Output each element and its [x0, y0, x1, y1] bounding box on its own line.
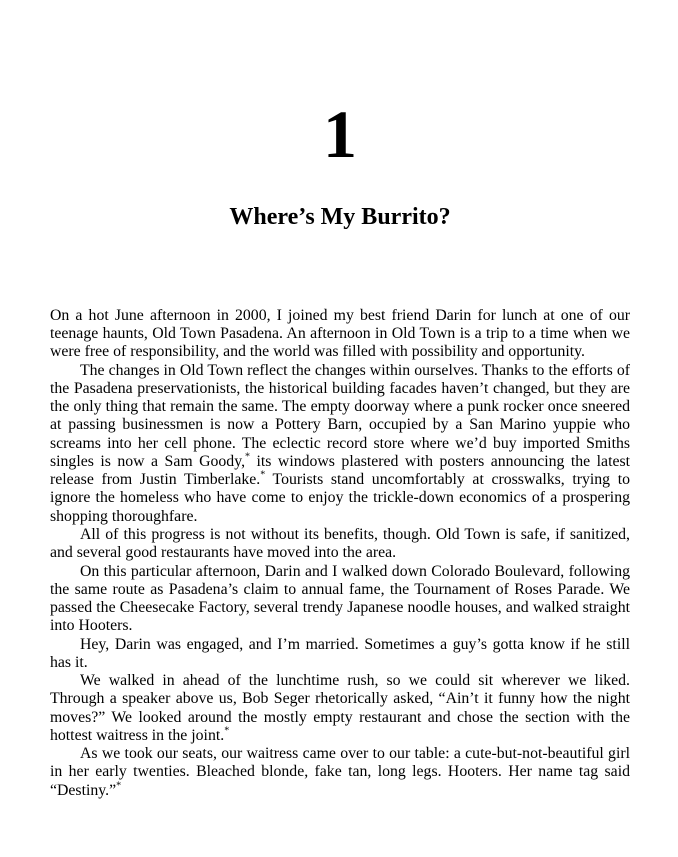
paragraph — [50, 307, 630, 362]
footnote-marker: * — [245, 451, 251, 463]
paragraph-text: On this particular afternoon, Darin and I walked down Colorado Boulevard, following the same route as Pasadena’s claim to annual fame, the Tournament of Roses Parade. We passed the Cheesecake Factory, several trendy Japanese noodle houses, and walked straight into Hooters. — [50, 562, 630, 635]
footnote-marker: * — [116, 780, 122, 792]
paragraph-text: Tourists stand uncomfortably at crosswalks, trying to ignore the homeless who have come to enjoy the trickle-down economics of a prospering shopping thoroughfare. — [50, 471, 630, 525]
chapter-title: Where’s My Burrito? — [229, 204, 451, 230]
paragraph-text: On a hot June afternoon in 2000, I joined my best friend Darin for lunch at one of our teenage haunts, Old Town Pasadena. An afternoon in Old Town is a trip to a time when we were free of responsibility, and the world was filled with possibility and opportunity. — [50, 306, 630, 361]
paragraph-text: We walked in ahead of the lunchtime rush, so we could sit wherever we liked. Through a speaker above us, Bob Seger rhetorically asked, “Ain’t it funny how the night moves?” We looked around the mostly empty restaurant and chose the section with the hottest waitress in the joint. — [50, 672, 630, 744]
paragraph — [50, 636, 630, 673]
paragraph — [50, 362, 630, 526]
paragraph-text: The changes in Old Town reflect the changes within ourselves. Thanks to the efforts of the Pasadena preservationists, the historical building facades haven’t changed, but they are the only thing that remain the same. The empty doorway where a punk rocker once sneered at passing businessmen is now a Pottery Barn, occupied by a San Marino yuppie who screams into her cell phone. The eclectic record store where we’d buy imported Smiths singles is now a Sam Goody, — [50, 361, 630, 470]
footnote-marker: * — [224, 725, 230, 737]
paragraph — [50, 563, 630, 636]
footnote-marker: * — [260, 469, 266, 481]
paragraph — [50, 526, 630, 563]
paragraph — [50, 745, 630, 800]
paragraph-text: Hey, Darin was engaged, and I’m married. Sometimes a guy’s gotta know if he still has it. — [50, 635, 630, 671]
paragraph-text: As we took our seats, our waitress came over to our table: a cute-but-not-beautiful girl in her early twenties. Bleached blonde, fake tan, long legs. Hooters. Her name tag said “Destiny.” — [50, 745, 630, 799]
chapter-number: 1 — [323, 96, 357, 172]
paragraph-text: its windows plastered with posters announcing the latest release from Justin Timberlake. — [50, 452, 630, 489]
paragraph-text: All of this progress is not without its benefits, though. Old Town is safe, if sanitized, and several good restaurants have moved into the area. — [50, 525, 630, 562]
paragraph — [50, 672, 630, 745]
body-text — [50, 307, 630, 800]
